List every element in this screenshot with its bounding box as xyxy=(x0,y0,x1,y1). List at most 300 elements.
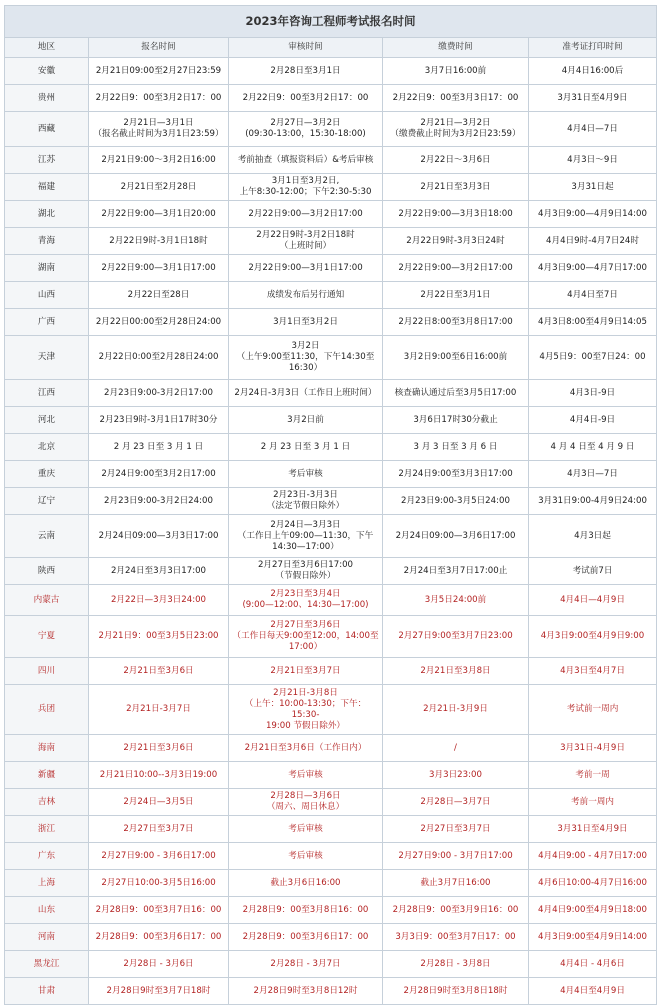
cell-text-line: / xyxy=(454,742,457,753)
admission-ticket-time-cell xyxy=(529,255,657,282)
cell-text-line: 2月22日9：00至3月2日17：00 xyxy=(242,92,369,103)
table-row xyxy=(5,112,657,147)
region-cell: 青海 xyxy=(5,228,89,255)
table-row xyxy=(5,658,657,685)
registration-time-cell xyxy=(89,434,229,461)
cell-text-line: 3月1日至3月2日, xyxy=(271,176,340,186)
registration-time-cell xyxy=(89,616,229,658)
cell-text-line: 2月22日0:00至2月28日24:00 xyxy=(98,352,219,362)
review-time-cell xyxy=(229,951,383,978)
table-row xyxy=(5,685,657,735)
cell-text-line: 2月22日9:00—3月1日17:00 xyxy=(248,262,363,273)
registration-time-cell xyxy=(89,309,229,336)
cell-text-line: 17:00） xyxy=(288,642,323,652)
table-row xyxy=(5,228,657,255)
cell-text-line: 3月1日至3月2日 xyxy=(273,316,338,327)
payment-time-cell xyxy=(383,147,529,174)
cell-text-line: 2月24日9:00至3月2日17:00 xyxy=(101,468,216,479)
cell-text-line: 2月22日9:00—3月1日20:00 xyxy=(101,208,216,219)
region-cell: 陕西 xyxy=(5,558,89,585)
review-time-cell xyxy=(229,897,383,924)
cell-text-line: 考前一周内 xyxy=(571,796,614,807)
payment-time-cell xyxy=(383,843,529,870)
cell-text-line: 3月2日9:00至6日16:00前 xyxy=(403,352,508,362)
admission-ticket-time-cell xyxy=(529,282,657,309)
review-time-cell xyxy=(229,685,383,735)
cell-text-line: 4月6日10:00-4月7日16:00 xyxy=(538,877,647,888)
payment-time-cell xyxy=(383,951,529,978)
cell-text-line: 3月2日前 xyxy=(287,414,324,425)
payment-time-cell xyxy=(383,924,529,951)
cell-text-line: 2月24日09:00—3月6日17:00 xyxy=(395,530,516,541)
registration-time-cell xyxy=(89,85,229,112)
review-time-cell xyxy=(229,762,383,789)
cell-text-line: 2月21日-3月8日 xyxy=(273,687,338,698)
payment-time-cell xyxy=(383,282,529,309)
region-cell: 西藏 xyxy=(5,112,89,147)
registration-time-cell xyxy=(89,658,229,685)
region-cell: 兵团 xyxy=(5,685,89,735)
cell-text-line: 2 月 23 日至 3 月 1 日 xyxy=(260,441,351,452)
registration-time-cell xyxy=(89,407,229,434)
admission-ticket-time-cell xyxy=(529,380,657,407)
cell-text-line: 3月6日17时30分截止 xyxy=(413,414,498,425)
cell-text-line: 2 月 23 日至 3 月 1 日 xyxy=(113,441,204,452)
cell-text-line: 4月4日至4月9日 xyxy=(560,985,625,996)
cell-text-line: 考后审核 xyxy=(288,823,323,834)
payment-time-cell xyxy=(383,58,529,85)
registration-time-cell xyxy=(89,228,229,255)
cell-text-line: 2月21日10:00--3月3日19:00 xyxy=(99,769,218,780)
cell-text-line: 2月28日9：00至3月6日17：00 xyxy=(242,931,369,942)
admission-ticket-time-cell xyxy=(529,309,657,336)
region-cell: 宁夏 xyxy=(5,616,89,658)
region-cell: 重庆 xyxy=(5,461,89,488)
registration-time-cell xyxy=(89,843,229,870)
cell-text-line: 2月28日 - 3月6日 xyxy=(123,958,194,969)
admission-ticket-time-cell xyxy=(529,407,657,434)
cell-text-line: 2月28日—3月7日 xyxy=(420,796,491,807)
registration-time-cell xyxy=(89,201,229,228)
cell-text-line: 3月31日至4月9日 xyxy=(557,823,628,834)
cell-text-line: 2月22日至3月1日 xyxy=(420,289,491,300)
cell-text-line: 2月24日-3月3日（工作日上班时间） xyxy=(234,387,377,398)
cell-text-line: 考试前7日 xyxy=(572,565,613,576)
cell-text-line: 2月28日9：00至3月9日16：00 xyxy=(392,904,519,915)
admission-ticket-time-cell xyxy=(529,112,657,147)
cell-text-line: 2月23日9:00-3月2日24:00 xyxy=(104,495,213,506)
cell-text-line: 4月4日9:00至4月9日18:00 xyxy=(538,904,647,915)
cell-text-line: 2月22日00:00至2月28日24:00 xyxy=(95,316,222,327)
cell-text-line: 2月21日9：00至3月5日23:00 xyxy=(98,631,219,641)
cell-text-line: 2月23日9:00-3月2日17:00 xyxy=(104,387,213,398)
table-row xyxy=(5,816,657,843)
cell-text-line: 3 月 3 日至 3 月 6 日 xyxy=(413,441,498,452)
cell-text-line: 2月27日9:00 - 3月7日17:00 xyxy=(398,850,513,861)
review-time-cell xyxy=(229,816,383,843)
admission-ticket-time-cell xyxy=(529,461,657,488)
admission-ticket-time-cell xyxy=(529,434,657,461)
cell-text-line: 2月24日—3月3日 xyxy=(270,519,341,530)
table-row xyxy=(5,558,657,585)
registration-time-cell xyxy=(89,816,229,843)
registration-time-cell xyxy=(89,951,229,978)
table-body xyxy=(5,58,657,1005)
cell-text-line: 4月4日—4月9日 xyxy=(560,594,625,605)
cell-text-line: （周六、周日休息） xyxy=(266,802,345,812)
cell-text-line: 4月3日-9日 xyxy=(569,387,616,398)
cell-text-line: 2月22日9时-3月3日24时 xyxy=(406,235,505,246)
cell-text-line: 3月31日9:00-4月9日24:00 xyxy=(538,495,647,506)
review-time-cell xyxy=(229,843,383,870)
registration-time-cell xyxy=(89,870,229,897)
cell-text-line: （上班时间） xyxy=(279,241,332,251)
review-time-cell xyxy=(229,112,383,147)
admission-ticket-time-cell xyxy=(529,978,657,1005)
cell-text-line: 2月21日至3月7日 xyxy=(270,665,341,676)
registration-time-cell xyxy=(89,924,229,951)
cell-text-line: 2月24日至3月3日17:00 xyxy=(110,565,207,576)
review-time-cell xyxy=(229,558,383,585)
payment-time-cell xyxy=(383,870,529,897)
admission-ticket-time-cell xyxy=(529,789,657,816)
cell-text-line: 2月27日9:00至3月7日23:00 xyxy=(398,631,513,641)
payment-time-cell xyxy=(383,309,529,336)
region-cell: 河南 xyxy=(5,924,89,951)
payment-time-cell xyxy=(383,201,529,228)
admission-ticket-time-cell xyxy=(529,658,657,685)
cell-text-line: 考后审核 xyxy=(288,468,323,479)
cell-text-line: (09:30-13:00，15:30-18:00) xyxy=(245,129,366,139)
region-cell: 天津 xyxy=(5,336,89,380)
header-admission-ticket-time: 准考证打印时间 xyxy=(529,38,657,58)
table-row xyxy=(5,174,657,201)
region-cell: 四川 xyxy=(5,658,89,685)
cell-text-line: 3月5日24:00前 xyxy=(424,594,487,605)
header-payment-time: 缴费时间 xyxy=(383,38,529,58)
region-cell: 吉林 xyxy=(5,789,89,816)
admission-ticket-time-cell xyxy=(529,735,657,762)
registration-time-cell xyxy=(89,585,229,616)
cell-text-line: 14:30—17:00） xyxy=(272,541,339,552)
payment-time-cell xyxy=(383,255,529,282)
cell-text-line: 2月22日9:00—3月2日17:00 xyxy=(398,262,513,273)
cell-text-line: 2月28日9：00至3月6日17：00 xyxy=(95,931,222,942)
payment-time-cell xyxy=(383,434,529,461)
cell-text-line: 16:30） xyxy=(288,363,323,373)
cell-text-line: 2月22日9:00—3月2日17:00 xyxy=(248,208,363,219)
review-time-cell xyxy=(229,201,383,228)
cell-text-line: 2月22日8:00至3月8日17:00 xyxy=(398,316,513,327)
table-row xyxy=(5,282,657,309)
cell-text-line: 2月27日至3月7日 xyxy=(123,823,194,834)
registration-time-cell xyxy=(89,255,229,282)
registration-time-cell xyxy=(89,515,229,558)
registration-time-cell xyxy=(89,336,229,380)
cell-text-line: 2月28日 - 3月8日 xyxy=(420,958,491,969)
cell-text-line: （报名截止时间为3月1日23:59） xyxy=(93,129,224,139)
cell-text-line: 核查确认通过后至3月5日17:00 xyxy=(394,387,517,398)
payment-time-cell xyxy=(383,658,529,685)
table-row xyxy=(5,85,657,112)
review-time-cell xyxy=(229,309,383,336)
cell-text-line: 2月24日09:00—3月3日17:00 xyxy=(98,530,219,541)
table-row xyxy=(5,407,657,434)
cell-text-line: 2月24日至3月7日17:00止 xyxy=(403,565,508,576)
payment-time-cell xyxy=(383,112,529,147)
admission-ticket-time-cell xyxy=(529,174,657,201)
admission-ticket-time-cell xyxy=(529,228,657,255)
admission-ticket-time-cell xyxy=(529,870,657,897)
region-cell: 浙江 xyxy=(5,816,89,843)
cell-text-line: 截止3月7日16:00 xyxy=(420,877,491,888)
payment-time-cell xyxy=(383,407,529,434)
table-row xyxy=(5,488,657,515)
admission-ticket-time-cell xyxy=(529,58,657,85)
cell-text-line: 上午8:30-12:00；下午2:30-5:30 xyxy=(239,187,372,197)
cell-text-line: （缴费截止时间为3月2日23:59） xyxy=(390,129,521,139)
table-row xyxy=(5,897,657,924)
cell-text-line: 19:00 节假日除外） xyxy=(265,720,346,731)
payment-time-cell xyxy=(383,735,529,762)
payment-time-cell xyxy=(383,174,529,201)
admission-ticket-time-cell xyxy=(529,488,657,515)
review-time-cell xyxy=(229,870,383,897)
cell-text-line: 3月3日9：00至3月7日17：00 xyxy=(395,931,516,942)
header-review-time: 审核时间 xyxy=(229,38,383,58)
cell-text-line: 2月21日至3月3日 xyxy=(420,181,491,192)
admission-ticket-time-cell xyxy=(529,816,657,843)
payment-time-cell xyxy=(383,85,529,112)
region-cell: 河北 xyxy=(5,407,89,434)
payment-time-cell xyxy=(383,488,529,515)
table-row xyxy=(5,147,657,174)
admission-ticket-time-cell xyxy=(529,201,657,228)
review-time-cell xyxy=(229,461,383,488)
table-row xyxy=(5,978,657,1005)
cell-text-line: 2月21日—3月2日 xyxy=(420,118,491,128)
region-cell: 新疆 xyxy=(5,762,89,789)
cell-text-line: （法定节假日除外） xyxy=(266,501,345,511)
review-time-cell xyxy=(229,336,383,380)
cell-text-line: 2月27日至3月7日 xyxy=(420,823,491,834)
admission-ticket-time-cell xyxy=(529,616,657,658)
cell-text-line: (9:00—12:00、14:30—17:00) xyxy=(242,600,369,610)
review-time-cell xyxy=(229,282,383,309)
cell-text-line: 2月22日9时-3月2日18时 xyxy=(256,230,355,240)
cell-text-line: 2月28日—3月6日 xyxy=(270,791,341,801)
cell-text-line: 2月22日至28日 xyxy=(127,289,190,300)
admission-ticket-time-cell xyxy=(529,951,657,978)
admission-ticket-time-cell xyxy=(529,585,657,616)
cell-text-line: 3月3日23:00 xyxy=(429,769,482,780)
cell-text-line: 2月21日至3月6日 xyxy=(123,742,194,753)
cell-text-line: （工作日上午09:00—11:30，下午 xyxy=(237,530,374,541)
cell-text-line: 3月31日-4月9日 xyxy=(560,742,625,753)
region-cell: 江苏 xyxy=(5,147,89,174)
admission-ticket-time-cell xyxy=(529,85,657,112)
cell-text-line: 2月27日10:00-3月5日16:00 xyxy=(101,877,216,888)
cell-text-line: 2月23日-3月3日 xyxy=(273,490,338,500)
cell-text-line: 2月23日9时-3月1日17时30分 xyxy=(99,414,218,425)
cell-text-line: 2月22日9：00至3月3日17：00 xyxy=(392,92,519,103)
registration-time-cell xyxy=(89,789,229,816)
cell-text-line: 3月7日16:00前 xyxy=(424,65,487,76)
cell-text-line: 2月27日—3月2日 xyxy=(270,118,341,128)
region-cell: 黑龙江 xyxy=(5,951,89,978)
cell-text-line: 2月22日9:00—3月1日17:00 xyxy=(101,262,216,273)
admission-ticket-time-cell xyxy=(529,515,657,558)
cell-text-line: 4月3日9:00至4月9日9:00 xyxy=(540,631,645,641)
payment-time-cell xyxy=(383,816,529,843)
region-cell: 山东 xyxy=(5,897,89,924)
cell-text-line: 4月3日起 xyxy=(574,530,611,541)
cell-text-line: 3月31日至4月9日 xyxy=(557,92,628,103)
table-row xyxy=(5,585,657,616)
payment-time-cell xyxy=(383,978,529,1005)
region-cell: 上海 xyxy=(5,870,89,897)
cell-text-line: 考后审核 xyxy=(288,769,323,780)
cell-text-line: 2月27日至3月6日 xyxy=(270,620,341,630)
registration-time-cell xyxy=(89,380,229,407)
registration-time-cell xyxy=(89,558,229,585)
cell-text-line: 4月3日至4月7日 xyxy=(560,665,625,676)
cell-text-line: 2月21日至2月28日 xyxy=(120,181,197,192)
cell-text-line: 4 月 4 日至 4 月 9 日 xyxy=(550,441,635,452)
registration-time-cell xyxy=(89,735,229,762)
table-title: 2023年咨询工程师考试报名时间 xyxy=(5,6,657,38)
table-row xyxy=(5,461,657,488)
cell-text-line: 2月22日9时-3月1日18时 xyxy=(109,235,208,246)
region-cell: 湖北 xyxy=(5,201,89,228)
cell-text-line: 2月21日至3月6日 xyxy=(123,665,194,676)
cell-text-line: 2月28日9：00至3月7日16：00 xyxy=(95,904,222,915)
region-cell: 山西 xyxy=(5,282,89,309)
cell-text-line: 2月22日9:00—3月3日18:00 xyxy=(398,208,513,219)
cell-text-line: 2月28日9：00至3月8日16：00 xyxy=(242,904,369,915)
cell-text-line: 截止3月6日16:00 xyxy=(270,877,341,888)
table-row xyxy=(5,336,657,380)
region-cell: 江西 xyxy=(5,380,89,407)
cell-text-line: 4月4日—7日 xyxy=(567,123,618,134)
cell-text-line: 4月4日至7日 xyxy=(567,289,618,300)
admission-ticket-time-cell xyxy=(529,147,657,174)
admission-ticket-time-cell xyxy=(529,843,657,870)
table-row xyxy=(5,924,657,951)
payment-time-cell xyxy=(383,515,529,558)
review-time-cell xyxy=(229,616,383,658)
registration-time-cell xyxy=(89,488,229,515)
cell-text-line: 2月28日9时至3月8日12时 xyxy=(253,985,358,996)
header-region: 地区 xyxy=(5,38,89,58)
cell-text-line: 2月21日09:00至2月27日23:59 xyxy=(95,65,222,76)
payment-time-cell xyxy=(383,762,529,789)
cell-text-line: 2月21日9:00～3月2日16:00 xyxy=(101,154,216,165)
cell-text-line: 3月2日 xyxy=(291,341,320,351)
region-cell: 内蒙古 xyxy=(5,585,89,616)
review-time-cell xyxy=(229,488,383,515)
region-cell: 广东 xyxy=(5,843,89,870)
payment-time-cell xyxy=(383,380,529,407)
cell-text-line: 2月28日至3月1日 xyxy=(270,65,341,76)
admission-ticket-time-cell xyxy=(529,762,657,789)
region-cell: 福建 xyxy=(5,174,89,201)
review-time-cell xyxy=(229,85,383,112)
cell-text-line: 2月24日9:00至3月3日17:00 xyxy=(398,468,513,479)
header-registration-time: 报名时间 xyxy=(89,38,229,58)
review-time-cell xyxy=(229,515,383,558)
cell-text-line: 3月31日起 xyxy=(571,181,614,192)
table-row xyxy=(5,201,657,228)
cell-text-line: 2月27日9:00 - 3月6日17:00 xyxy=(101,850,216,861)
review-time-cell xyxy=(229,924,383,951)
admission-ticket-time-cell xyxy=(529,558,657,585)
cell-text-line: 4月4日-9日 xyxy=(569,414,616,425)
cell-text-line: 4月3日9:00至4月9日14:00 xyxy=(538,931,647,942)
exam-registration-table xyxy=(4,5,657,1005)
review-time-cell xyxy=(229,789,383,816)
payment-time-cell xyxy=(383,585,529,616)
region-cell: 北京 xyxy=(5,434,89,461)
payment-time-cell xyxy=(383,616,529,658)
table-row xyxy=(5,255,657,282)
review-time-cell xyxy=(229,147,383,174)
region-cell: 辽宁 xyxy=(5,488,89,515)
cell-text-line: 4月3日8:00至4月9日14:05 xyxy=(538,316,647,327)
payment-time-cell xyxy=(383,789,529,816)
table-row xyxy=(5,616,657,658)
admission-ticket-time-cell xyxy=(529,924,657,951)
table-row xyxy=(5,951,657,978)
cell-text-line: 4月3日9:00—4月9日14:00 xyxy=(538,208,647,219)
cell-text-line: 考后审核 xyxy=(288,850,323,861)
registration-time-cell xyxy=(89,282,229,309)
review-time-cell xyxy=(229,434,383,461)
cell-text-line: 4月3日～9日 xyxy=(567,154,618,165)
cell-text-line: 2月28日9时至3月8日18时 xyxy=(403,985,508,996)
cell-text-line: 4月3日9:00—4月7日17:00 xyxy=(538,262,647,273)
cell-text-line: 2月27日至3月6日17:00 xyxy=(257,560,354,570)
table-row xyxy=(5,434,657,461)
cell-text-line: 2月23日9:00-3月5日24:00 xyxy=(401,495,510,506)
registration-time-cell xyxy=(89,978,229,1005)
registration-time-cell xyxy=(89,685,229,735)
payment-time-cell xyxy=(383,461,529,488)
cell-text-line: 2月21日—3月1日 xyxy=(123,118,194,128)
cell-text-line: 2月28日9时至3月7日18时 xyxy=(106,985,211,996)
cell-text-line: 4月3日—7日 xyxy=(567,468,618,479)
cell-text-line: 2月28日 - 3月7日 xyxy=(270,958,341,969)
table-row xyxy=(5,515,657,558)
admission-ticket-time-cell xyxy=(529,336,657,380)
cell-text-line: 2月24日—3月5日 xyxy=(123,796,194,807)
region-cell: 云南 xyxy=(5,515,89,558)
region-cell: 贵州 xyxy=(5,85,89,112)
region-cell: 安徽 xyxy=(5,58,89,85)
review-time-cell xyxy=(229,978,383,1005)
registration-time-cell xyxy=(89,58,229,85)
cell-text-line: 考前抽查（填报资料后）&考后审核 xyxy=(237,154,374,165)
cell-text-line: 2月22日～3月6日 xyxy=(420,154,491,165)
cell-text-line: 考前一周 xyxy=(575,769,610,780)
payment-time-cell xyxy=(383,685,529,735)
region-cell: 海南 xyxy=(5,735,89,762)
cell-text-line: 成绩发布后另行通知 xyxy=(266,289,345,300)
cell-text-line: 2月21日-3月9日 xyxy=(423,704,488,714)
cell-text-line: 2月21日至3月8日 xyxy=(420,665,491,676)
review-time-cell xyxy=(229,735,383,762)
review-time-cell xyxy=(229,407,383,434)
